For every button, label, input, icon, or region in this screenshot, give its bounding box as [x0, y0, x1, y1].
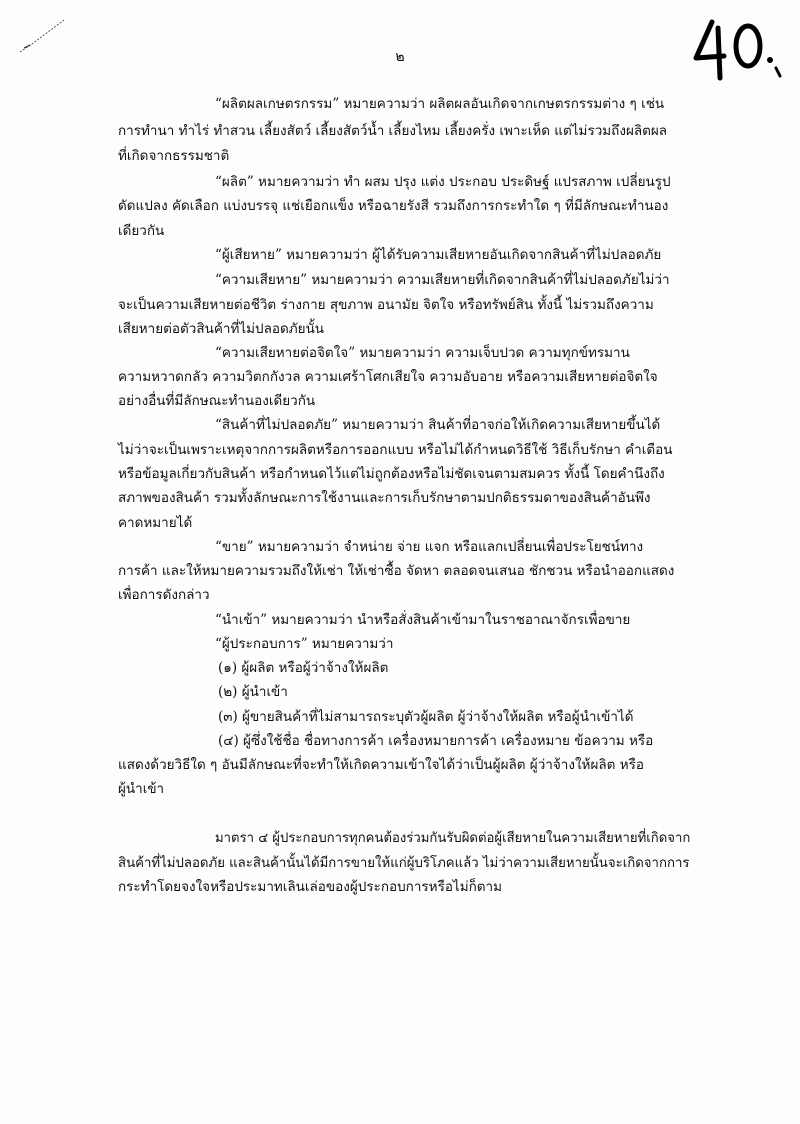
text-line: “นำเข้า” หมายความว่า นำหรือสั่งสินค้าเข้ามาในราชอาณาจักรเพื่อขาย — [215, 612, 631, 628]
text-line: “ผลิตผลเกษตรกรรม” หมายความว่า ผลิตผลอันเกิดจากเกษตรกรรมต่าง ๆ เช่น — [215, 96, 665, 112]
text-line: ดัดแปลง คัดเลือก แบ่งบรรจุ แช่เยือกแข็ง หรือฉายรังสี รวมถึงการกระทำใด ๆ ที่มีลักษณะทำนอง — [118, 198, 669, 214]
text-line: “สินค้าที่ไม่ปลอดภัย” หมายความว่า สินค้าที่อาจก่อให้เกิดความเสียหายขึ้นได้ — [215, 417, 661, 433]
text-line: ผู้นำเข้า — [118, 781, 165, 797]
text-line: “ผู้เสียหาย” หมายความว่า ผู้ได้รับความเสียหายอันเกิดจากสินค้าที่ไม่ปลอดภัย — [215, 247, 662, 263]
text-line: (๔) ผู้ซึ่งใช้ชื่อ ชื่อทางการค้า เครื่องหมายการค้า เครื่องหมาย ข้อความ หรือ — [218, 733, 654, 749]
text-line: “ขาย” หมายความว่า จำหน่าย จ่าย แจก หรือแลกเปลี่ยนเพื่อประโยชน์ทาง — [215, 539, 644, 555]
text-line: อย่างอื่นที่มีลักษณะทำนองเดียวกัน — [118, 393, 316, 409]
text-line: การค้า และให้หมายความรวมถึงให้เช่า ให้เช่าซื้อ จัดหา ตลอดจนเสนอ ชักชวน หรือนำออกแสดง — [118, 563, 675, 579]
text-line: ที่เกิดจากธรรมชาติ — [118, 148, 230, 164]
text-line: (๑) ผู้ผลิต หรือผู้ว่าจ้างให้ผลิต — [218, 660, 389, 676]
text-line: แสดงด้วยวิธีใด ๆ อันมีลักษณะที่จะทำให้เกิดความเข้าใจได้ว่าเป็นผู้ผลิต ผู้ว่าจ้างให้ผลิต หรือ — [118, 757, 644, 773]
text-line: สินค้าที่ไม่ปลอดภัย และสินค้านั้นได้มีการขายให้แก่ผู้บริโภคแล้ว ไม่ว่าความเสียหายนั้นจะเกิดจากการ — [118, 855, 690, 871]
text-line: กระทำโดยจงใจหรือประมาทเลินเล่อของผู้ประกอบการหรือไม่ก็ตาม — [118, 879, 503, 895]
text-line: หรือข้อมูลเกี่ยวกับสินค้า หรือกำหนดไว้แต่ไม่ถูกต้องหรือไม่ชัดเจนตามสมควร ทั้งนี้ โดยคำนึงถึง — [118, 466, 665, 482]
text-line: การทำนา ทำไร่ ทำสวน เลี้ยงสัตว์ เลี้ยงสัตว์น้ำ เลี้ยงไหม เลี้ยงครั่ง เพาะเห็ด แต่ไม่รวมถึงผลิตผล — [118, 123, 668, 139]
text-line: มาตรา ๔ ผู้ประกอบการทุกคนต้องร่วมกันรับผิดต่อผู้เสียหายในความเสียหายที่เกิดจาก — [215, 830, 691, 846]
text-line: “ความเสียหายต่อจิตใจ” หมายความว่า ความเจ็บปวด ความทุกข์ทรมาน — [215, 345, 630, 361]
text-line: ไม่ว่าจะเป็นเพราะเหตุจากการผลิตหรือการออกแบบ หรือไม่ได้กำหนดวิธีใช้ วิธีเก็บรักษา คำเตือน — [118, 442, 673, 458]
text-line: “ผลิต” หมายความว่า ทำ ผสม ปรุง แต่ง ประกอบ ประดิษฐ์ แปรสภาพ เปลี่ยนรูป — [215, 174, 671, 190]
text-line: ความหวาดกลัว ความวิตกกังวล ความเศร้าโศกเสียใจ ความอับอาย หรือความเสียหายต่อจิตใจ — [118, 369, 658, 385]
text-line: เดียวกัน — [118, 223, 165, 239]
text-line: จะเป็นความเสียหายต่อชีวิต ร่างกาย สุขภาพ อนามัย จิตใจ หรือทรัพย์สิน ทั้งนี้ ไม่รวมถึงความ — [118, 297, 654, 313]
text-line: เสียหายต่อตัวสินค้าที่ไม่ปลอดภัยนั้น — [118, 321, 325, 337]
page-number: ๒ — [395, 49, 405, 65]
text-line: “ผู้ประกอบการ” หมายความว่า — [215, 636, 394, 652]
text-line: (๓) ผู้ขายสินค้าที่ไม่สามารถระบุตัวผู้ผลิต ผู้ว่าจ้างให้ผลิต หรือผู้นำเข้าได้ — [218, 709, 634, 725]
text-line: คาดหมายได้ — [118, 515, 193, 531]
text-line: เพื่อการดังกล่าว — [118, 587, 210, 603]
text-line: “ความเสียหาย” หมายความว่า ความเสียหายที่เกิดจากสินค้าที่ไม่ปลอดภัยไม่ว่า — [215, 272, 670, 288]
text-line: (๒) ผู้นำเข้า — [218, 684, 288, 700]
text-line: สภาพของสินค้า รวมทั้งลักษณะการใช้งานและการเก็บรักษาตามปกติธรรมดาของสินค้าอันพึง — [118, 490, 651, 506]
